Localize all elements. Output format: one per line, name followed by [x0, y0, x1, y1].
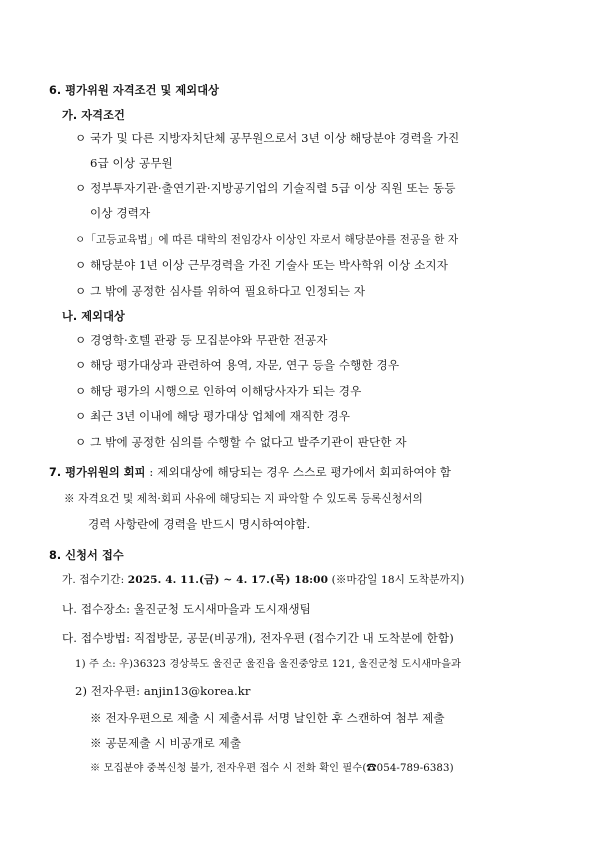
qualification-item: ㅇ 국가 및 다른 지방자치단체 공무원으로서 3년 이상 해당분야 경력을 가진: [75, 131, 460, 145]
place-line: 나. 접수장소: 울진군청 도시새마을과 도시재생팀: [62, 602, 311, 616]
email-line: [75, 683, 251, 699]
exclusion-item: ㅇ 그 밖에 공정한 심의를 수행할 수 없다고 발주기관이 판단한 자: [75, 435, 407, 449]
period-value: 2025. 4. 11.(금) ~ 4. 17.(목) 18:00: [127, 574, 329, 586]
section-7-text: : 제외대상에 해당되는 경우 스스로 평가에서 회피하여야 함: [149, 465, 452, 479]
qualification-item: ㅇ 해당분야 1년 이상 근무경력을 가진 기술사 또는 박사학위 이상 소지자: [75, 258, 449, 272]
subsection-qualification-title: 가. 자격조건: [62, 109, 125, 122]
section-6-title: 6. 평가위원 자격조건 및 제외대상: [49, 84, 220, 97]
exclusion-item: ㅇ 해당 평가의 시행으로 인하여 이해당사자가 되는 경우: [75, 384, 362, 398]
section-7-note: ※ 자격요건 및 제척·회피 사유에 해당되는 지 파악할 수 있도록 등록신청서의: [64, 493, 423, 505]
subsection-exclusion-title: 나. 제외대상: [62, 310, 125, 323]
qualification-item-cont: 6급 이상 공무원: [90, 156, 173, 170]
email-value: anjin13@korea.kr: [143, 684, 251, 698]
address-label: 1) 주 소:: [75, 659, 116, 670]
exclusion-item: ㅇ 해당 평가대상과 관련하여 용역, 자문, 연구 등을 수행한 경우: [75, 358, 400, 372]
qualification-item-cont: 이상 경력자: [90, 206, 151, 220]
method-line: 다. 접수방법: 직접방문, 공문(비공개), 전자우편 (접수기간 내 도착분에 한함): [62, 631, 454, 645]
section-8-title: 8. 신청서 접수: [49, 549, 124, 562]
period-note: (※마감일 18시 도착분까지): [331, 574, 465, 586]
period-label: 가. 접수기간:: [62, 574, 125, 586]
qualification-item: ㅇ 정부투자기관·출연기관·지방공기업의 기술직렬 5급 이상 직원 또는 동등: [75, 181, 456, 195]
qualification-item: ㅇ 그 밖에 공정한 심사를 위하여 필요하다고 인정되는 자: [75, 284, 366, 298]
section-7-note-cont: 경력 사항란에 경력을 반드시 명시하여야함.: [88, 517, 311, 531]
submission-note: ※ 공문제출 시 비공개로 제출: [90, 736, 242, 750]
submission-note: ※ 모집분야 중복신청 불가, 전자우편 접수 시 전화 확인 필수(☎054-789-6383): [90, 763, 454, 774]
qualification-item: ㅇ「고등교육법」에 따른 대학의 전임강사 이상인 자로서 해당분야를 전공을 한 자: [75, 234, 459, 246]
address-line: [75, 657, 461, 673]
section-7-line: [49, 464, 451, 481]
exclusion-item: ㅇ 경영학·호텔 관광 등 모집분야와 무관한 전공자: [75, 333, 328, 347]
period-line: [62, 572, 464, 588]
exclusion-item: ㅇ 최근 3년 이내에 해당 평가대상 업체에 재직한 경우: [75, 409, 351, 423]
section-7-title: 7. 평가위원의 회피: [49, 466, 146, 479]
email-label: 2) 전자우편:: [75, 684, 141, 698]
submission-note: ※ 전자우편으로 제출 시 제출서류 서명 날인한 후 스캔하여 첨부 제출: [90, 711, 445, 725]
address-value: 우)36323 경상북도 울진군 울진읍 울진중앙로 121, 울진군청 도시새마을과: [119, 659, 461, 670]
